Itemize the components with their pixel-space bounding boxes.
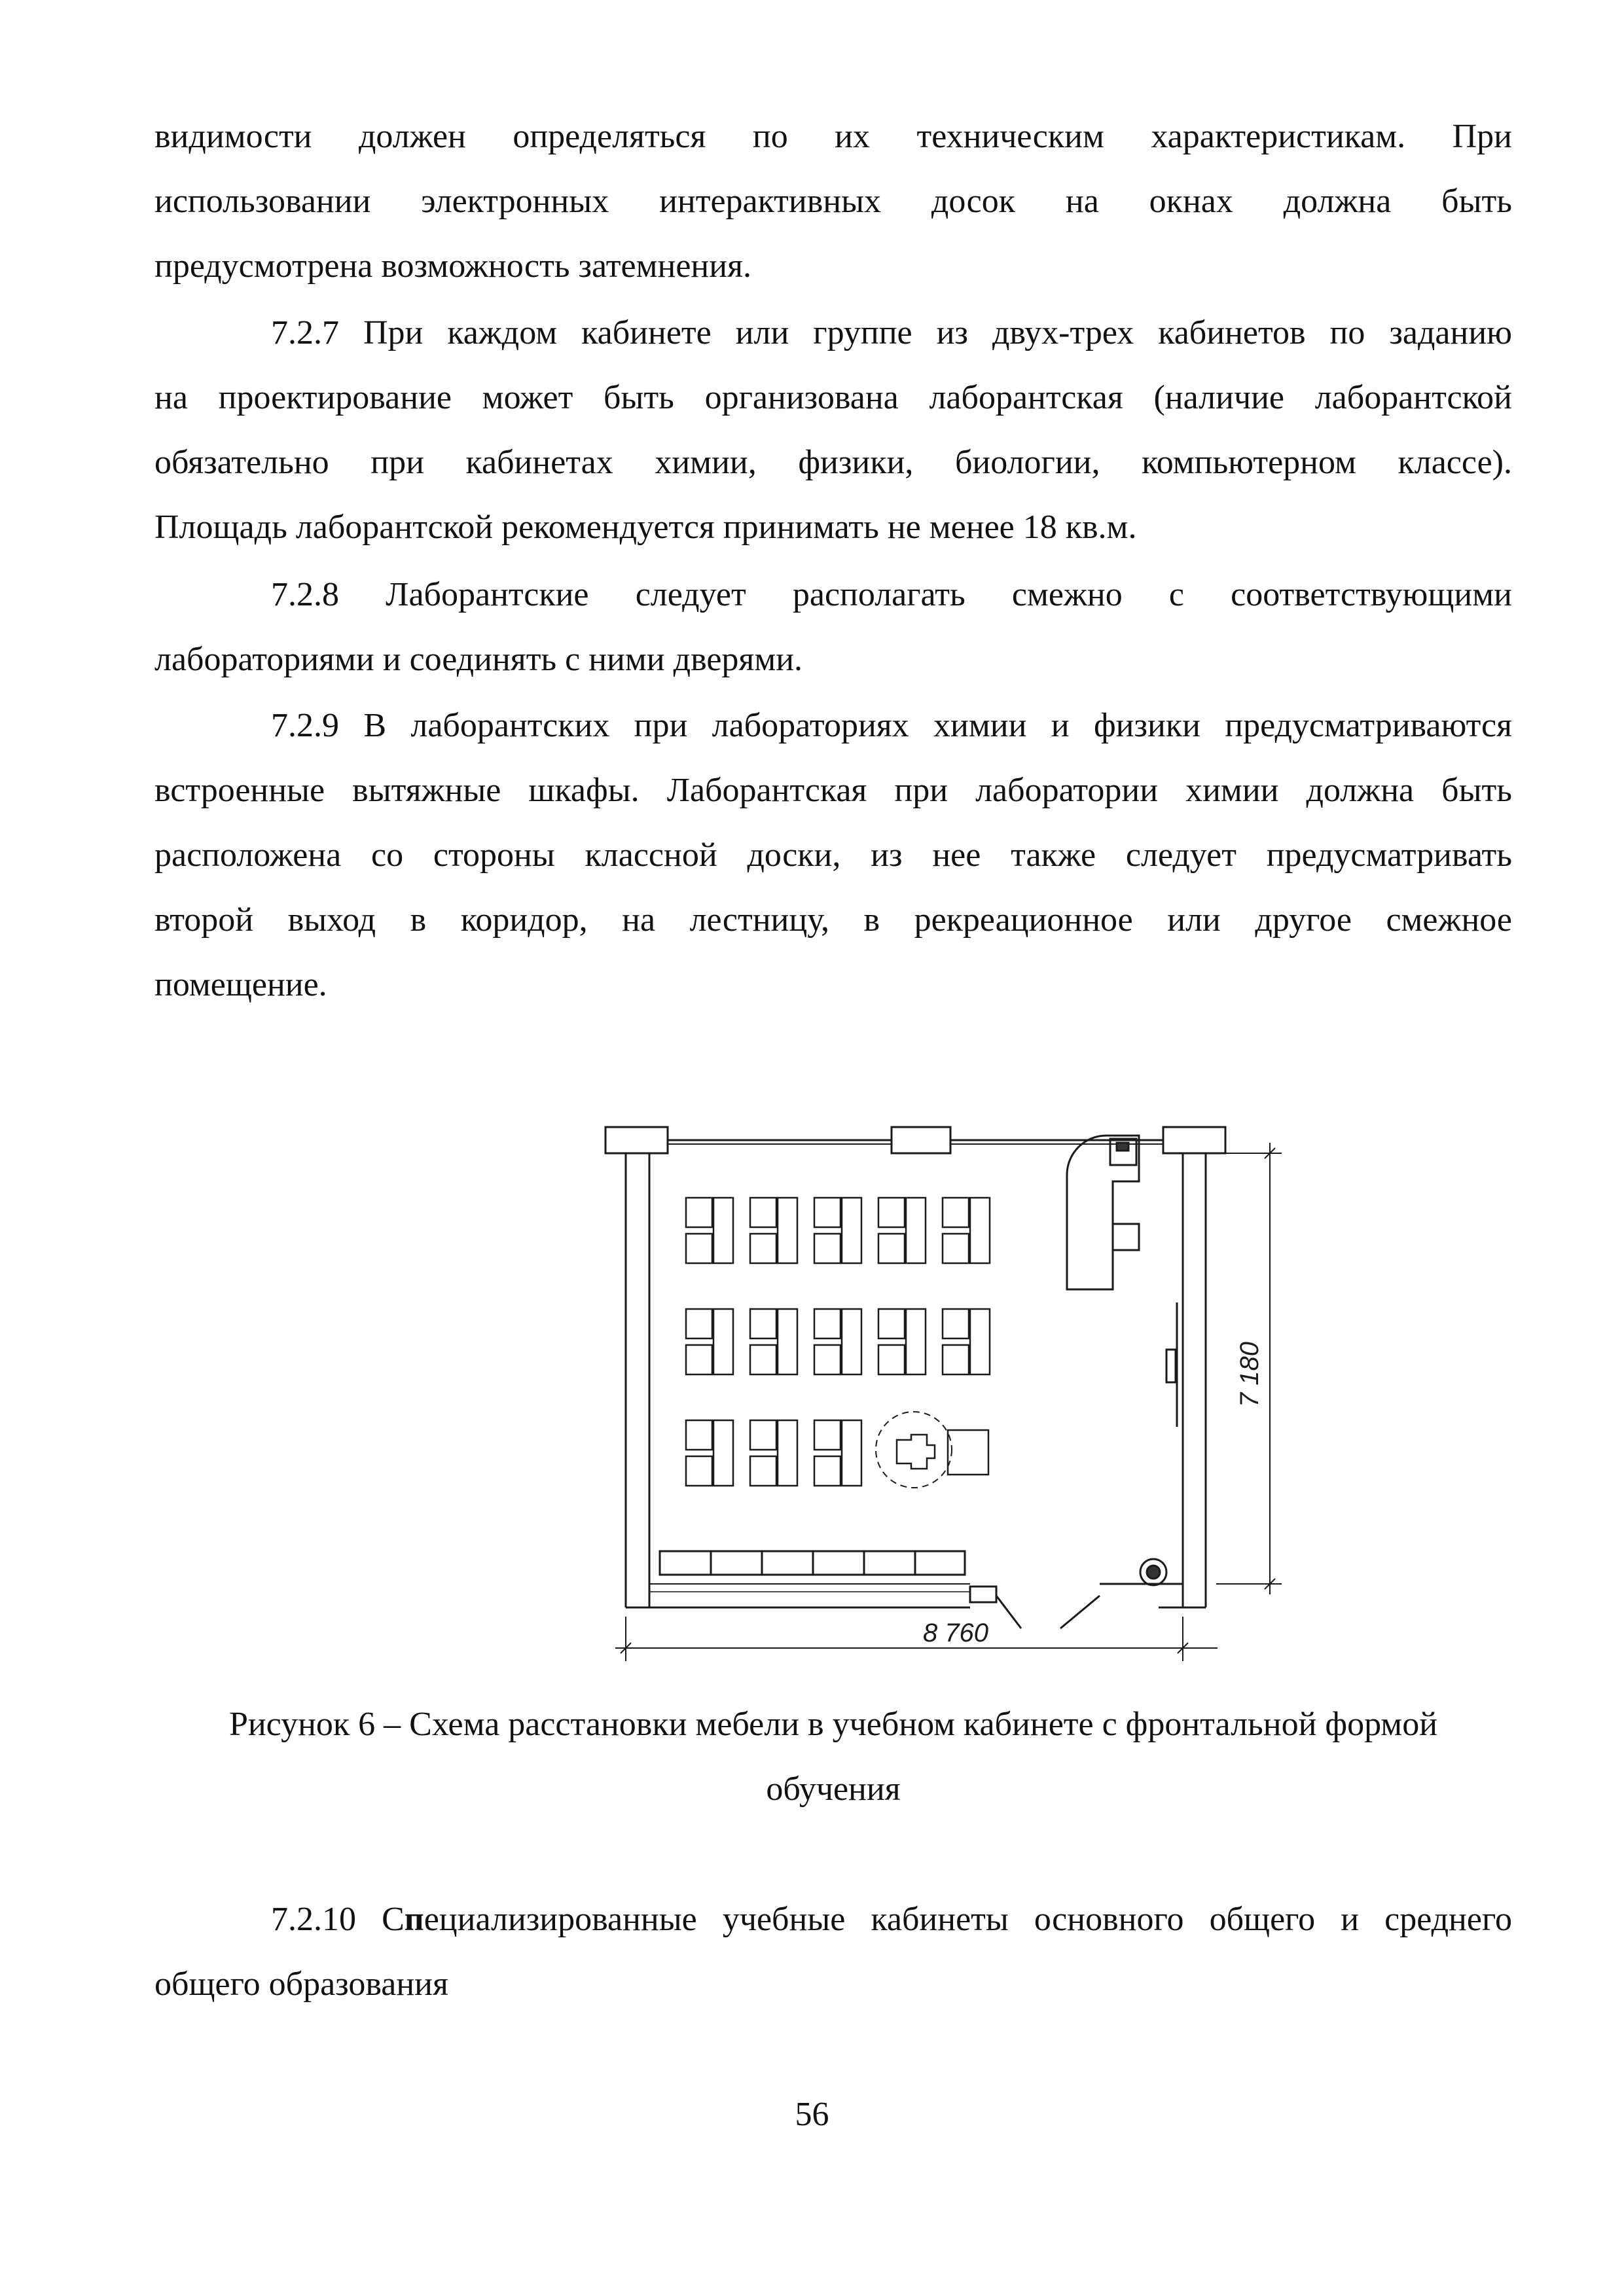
text-line [271, 1898, 1512, 1941]
sink [1140, 1559, 1166, 1585]
board [1166, 1302, 1177, 1427]
text-line: лабораториями и соединять с ними дверями. [154, 641, 803, 678]
dimension-width-label: 8 760 [922, 1619, 989, 1647]
heading-rest: ециализированные учебные кабинеты основного общего и среднего [424, 1901, 1512, 1938]
desk-pair [814, 1198, 861, 1263]
classroom-floor-plan [589, 1100, 1309, 1676]
desk-rows [686, 1198, 990, 1486]
text-line: обязательно при кабинетах химии, физики, биологии, компьютерном классе). [154, 444, 1512, 481]
accessible-desk [876, 1412, 988, 1488]
figure-caption-line: обучения [766, 1770, 901, 1808]
page-number: 56 [795, 2096, 829, 2133]
bottom-wall [649, 1551, 1183, 1628]
text-line: общего образования [154, 1965, 448, 2003]
dimension-height-label: 7 180 [1235, 1341, 1264, 1408]
section-number: 7.2.10 [271, 1901, 356, 1938]
figure-caption-line: Рисунок 6 – Схема расстановки мебели в учебном кабинете с фронтальной формой [228, 1706, 1438, 1743]
desk-pair [750, 1198, 797, 1263]
left-wall [626, 1153, 649, 1607]
text-line: встроенные вытяжные шкафы. Лаборантская при лаборатории химии должна быть [154, 772, 1512, 809]
text-line: на проектирование может быть организована лаборантская (наличие лаборантской [154, 379, 1512, 416]
desk-pair [814, 1309, 861, 1374]
desk-pair [686, 1309, 733, 1374]
text-line: 7.2.9 В лаборантских при лабораториях химии и физики предусматриваются [271, 707, 1512, 744]
text-line: предусмотрена возможность затемнения. [154, 247, 751, 285]
text-line: 7.2.7 При каждом кабинете или группе из двух-трех кабинетов по заданию [271, 314, 1512, 351]
desk-pair [686, 1420, 733, 1486]
desk-pair [750, 1420, 797, 1486]
teacher-workstation [1067, 1136, 1139, 1289]
text-line: использовании электронных интерактивных досок на окнах должна быть [154, 183, 1512, 220]
text-line: второй выход в коридор, на лестницу, в рекреационное или другое смежное [154, 901, 1512, 939]
text-line: видимости должен определяться по их техническим характеристикам. При [154, 118, 1512, 155]
desk-pair [943, 1198, 990, 1263]
desk-pair [943, 1309, 990, 1374]
text-line: помещение. [154, 966, 327, 1003]
dimension-width [615, 1617, 1218, 1661]
text-line: 7.2.8 Лаборантские следует располагать смежно с соответствующими [271, 576, 1512, 613]
desk-pair [878, 1309, 926, 1374]
top-wall [605, 1127, 1225, 1153]
desk-pair [814, 1420, 861, 1486]
lead-letter: С [382, 1901, 405, 1938]
text-line: Площадь лаборантской рекомендуется принимать не менее 18 кв.м. [154, 509, 1137, 546]
lead-letter-bold: п [404, 1901, 424, 1938]
desk-pair [878, 1198, 926, 1263]
desk-pair [686, 1198, 733, 1263]
desk-pair [750, 1309, 797, 1374]
text-line: расположена со стороны классной доски, из нее также следует предусматривать [154, 836, 1512, 874]
